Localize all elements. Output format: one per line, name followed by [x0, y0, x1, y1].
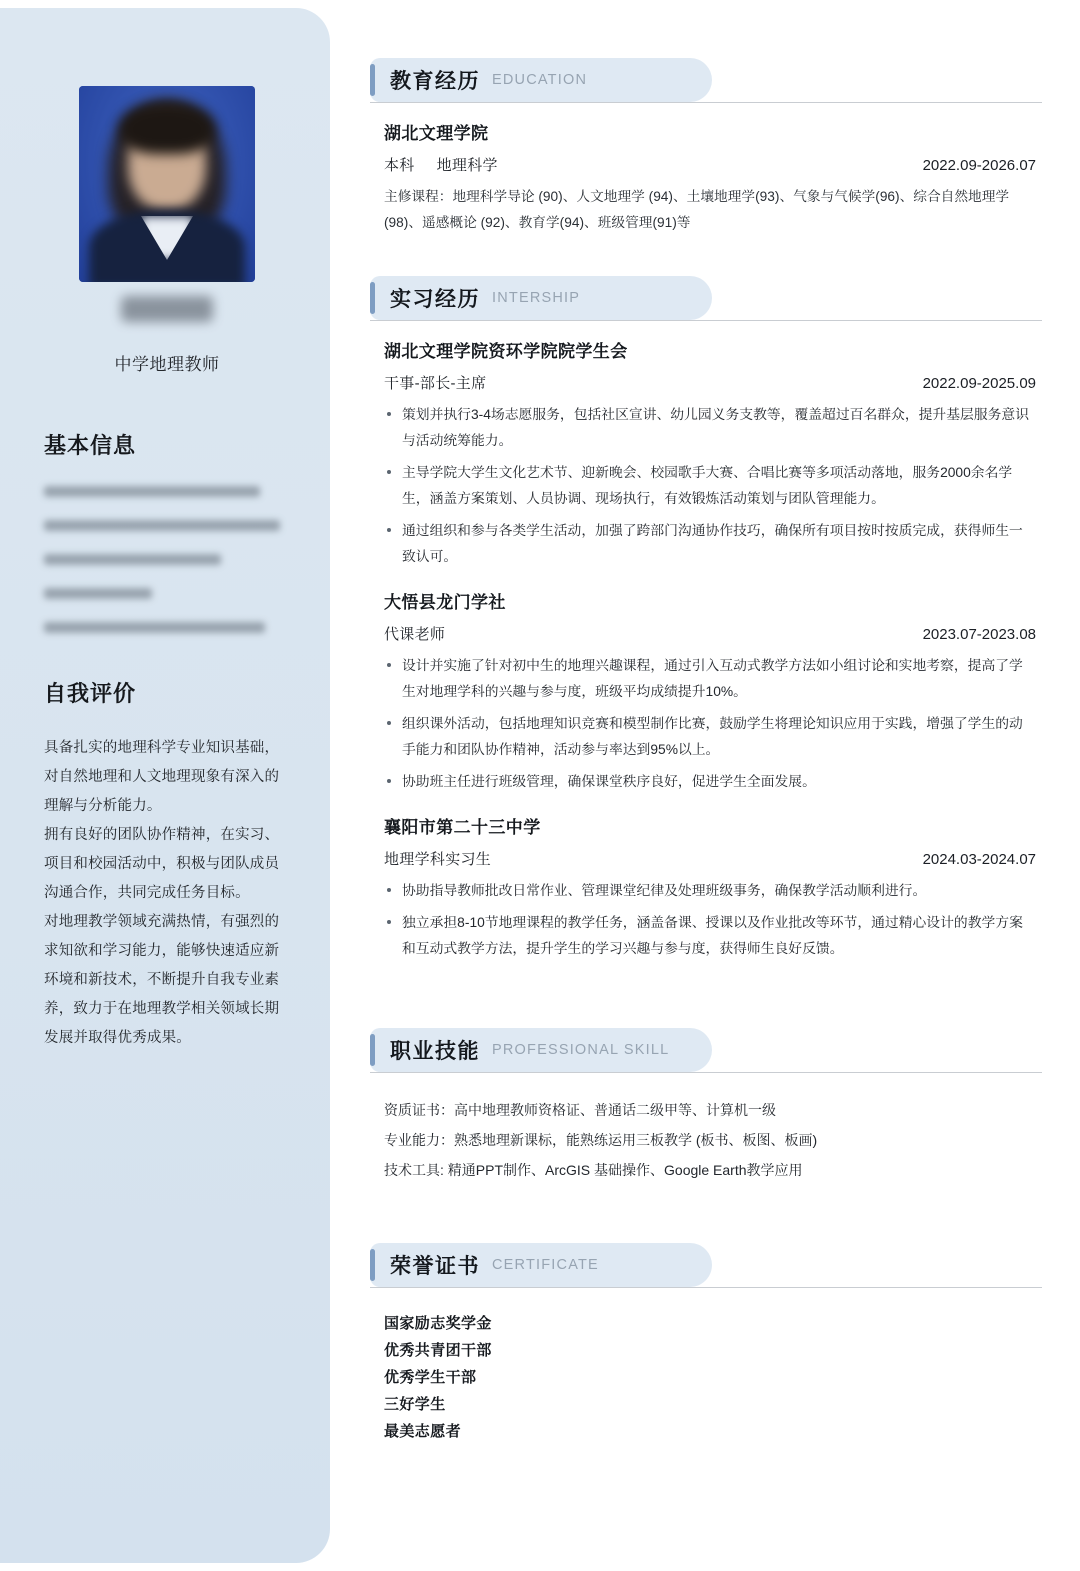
- list-item: 独立承担8-10节地理课程的教学任务，涵盖备课、授课以及作业批改等环节，通过精心设计的教学方案和互动式教学方法，提升学生的学习兴趣与参与度，获得师生良好反馈。: [384, 910, 1036, 962]
- list-item: 优秀共青团干部: [384, 1342, 492, 1359]
- internship-meta-row: [384, 623, 1036, 644]
- section-title-en: EDUCATION: [492, 72, 588, 88]
- education-major: 地理科学: [436, 157, 498, 174]
- internship-role: 地理学科实习生: [384, 851, 492, 868]
- self-evaluation-paragraph: 拥有良好的团队协作精神，在实习、项目和校园活动中，积极与团队成员沟通合作，共同完成任务目标。: [44, 827, 280, 901]
- basic-info-item: [44, 554, 221, 565]
- internship-entry: [384, 813, 1036, 962]
- section-title-cn: 荣誉证书: [390, 1255, 480, 1278]
- list-item: 主导学院大学生文化艺术节、迎新晚会、校园歌手大赛、合唱比赛等多项活动落地，服务2000余名学生，涵盖方案策划、人员协调、现场执行，有效锻炼活动策划与团队管理能力。: [384, 460, 1036, 512]
- self-evaluation-text: [44, 734, 290, 1053]
- section-title-cn: 职业技能: [390, 1040, 480, 1063]
- list-item: 组织课外活动，包括地理知识竞赛和模型制作比赛，鼓励学生将理论知识应用于实践，增强了学生的动手能力和团队协作精神，活动参与率达到95%以上。: [384, 711, 1036, 763]
- section-header-certificate: [370, 1243, 712, 1287]
- avatar: [79, 86, 255, 282]
- sidebar: [0, 8, 330, 1563]
- internship-org: 大悟县龙门学社: [384, 593, 506, 612]
- spacer: [370, 242, 1042, 276]
- internship-role: 代课老师: [384, 626, 446, 643]
- education-body: [370, 103, 1042, 236]
- self-evaluation-heading: 自我评价: [44, 681, 137, 706]
- section-header-education: [370, 58, 712, 102]
- list-item: 最美志愿者: [384, 1423, 462, 1440]
- job-title: 中学地理教师: [114, 355, 220, 374]
- education-entry: [384, 119, 1036, 236]
- basic-info-item: [44, 486, 260, 497]
- internship-body: [370, 321, 1042, 962]
- skill-line: 技术工具: 精通PPT制作、ArcGIS 基础操作、Google Earth教学应用: [384, 1162, 803, 1178]
- internship-entry: [384, 337, 1036, 570]
- education-date: 2022.09-2026.07: [922, 157, 1036, 174]
- education-meta-row: [384, 154, 1036, 175]
- education-school: 湖北文理学院: [384, 124, 489, 143]
- section-title-cn: 教育经历: [390, 70, 480, 93]
- basic-info-heading: 基本信息: [44, 433, 137, 458]
- spacer: [370, 976, 1042, 1028]
- basic-info-item: [44, 520, 280, 531]
- section-header-internship: [370, 276, 712, 320]
- list-item: 协助班主任进行班级管理，确保课堂秩序良好，促进学生全面发展。: [384, 769, 1036, 795]
- section-title-en: PROFESSIONAL SKILL: [492, 1042, 670, 1058]
- resume-main-column: [370, 0, 1042, 1451]
- internship-bullet-list: [384, 402, 1036, 570]
- certificate-body: [370, 1288, 1042, 1445]
- section-header-skills: [370, 1028, 712, 1072]
- internship-entry: [384, 588, 1036, 795]
- education-degree: 本科: [384, 157, 415, 174]
- skills-body: [370, 1073, 1042, 1185]
- list-item: 通过组织和参与各类学生活动，加强了跨部门沟通协作技巧，确保所有项目按时按质完成，获得师生一致认可。: [384, 518, 1036, 570]
- section-title-en: INTERSHIP: [492, 290, 581, 306]
- section-title-en: CERTIFICATE: [492, 1257, 599, 1273]
- internship-bullet-list: [384, 653, 1036, 795]
- section-certificate: [370, 1243, 1042, 1445]
- section-internship: [370, 276, 1042, 962]
- self-evaluation-paragraph: 对地理教学领域充满热情，有强烈的求知欲和学习能力，能够快速适应新环境和新技术，不断提升自我专业素养，致力于在地理教学相关领域长期发展并取得优秀成果。: [44, 914, 280, 1046]
- list-item: 国家励志奖学金: [384, 1315, 492, 1332]
- list-item: 协助指导教师批改日常作业、管理课堂纪律及处理班级事务，确保教学活动顺利进行。: [384, 878, 1036, 904]
- list-item: 策划并执行3-4场志愿服务，包括社区宣讲、幼儿园义务支教等，覆盖超过百名群众，提升基层服务意识与活动统筹能力。: [384, 402, 1036, 454]
- internship-org: 襄阳市第二十三中学: [384, 818, 541, 837]
- internship-meta-row: [384, 848, 1036, 869]
- education-degree-major: [384, 154, 498, 175]
- avatar-fringe: [119, 102, 215, 154]
- education-courses: 主修课程：地理科学导论 (90)、人文地理学 (94)、土壤地理学(93)、气象与气候学(96)、综合自然地理学 (98)、遥感概论 (92)、教育学(94)、班级管理(91)等: [384, 189, 1010, 230]
- internship-date: 2023.07-2023.08: [922, 626, 1036, 643]
- section-professional-skill: [370, 1028, 1042, 1185]
- list-item: 三好学生: [384, 1396, 446, 1413]
- internship-role: 干事-部长-主席: [384, 375, 487, 392]
- self-evaluation-paragraph: 具备扎实的地理科学专业知识基础，对自然地理和人文地理现象有深入的理解与分析能力。: [44, 740, 280, 814]
- section-title-cn: 实习经历: [390, 288, 480, 311]
- basic-info-list: [44, 486, 290, 633]
- list-item: 设计并实施了针对初中生的地理兴趣课程，通过引入互动式教学方法如小组讨论和实地考察，提高了学生对地理学科的兴趣与参与度，班级平均成绩提升10%。: [384, 653, 1036, 705]
- internship-date: 2024.03-2024.07: [922, 851, 1036, 868]
- basic-info-item: [44, 588, 152, 599]
- skill-line: 专业能力：熟悉地理新课标，能熟练运用三板教学 (板书、板图、板画): [384, 1132, 818, 1148]
- list-item: 优秀学生干部: [384, 1369, 477, 1386]
- candidate-name-redacted: [121, 296, 213, 322]
- internship-meta-row: [384, 372, 1036, 393]
- spacer: [370, 1191, 1042, 1243]
- section-education: [370, 58, 1042, 236]
- internship-date: 2022.09-2025.09: [922, 375, 1036, 392]
- internship-org: 湖北文理学院资环学院院学生会: [384, 342, 628, 361]
- skill-line: 资质证书：高中地理教师资格证、普通话二级甲等、计算机一级: [384, 1102, 776, 1118]
- internship-bullet-list: [384, 878, 1036, 962]
- basic-info-item: [44, 622, 265, 633]
